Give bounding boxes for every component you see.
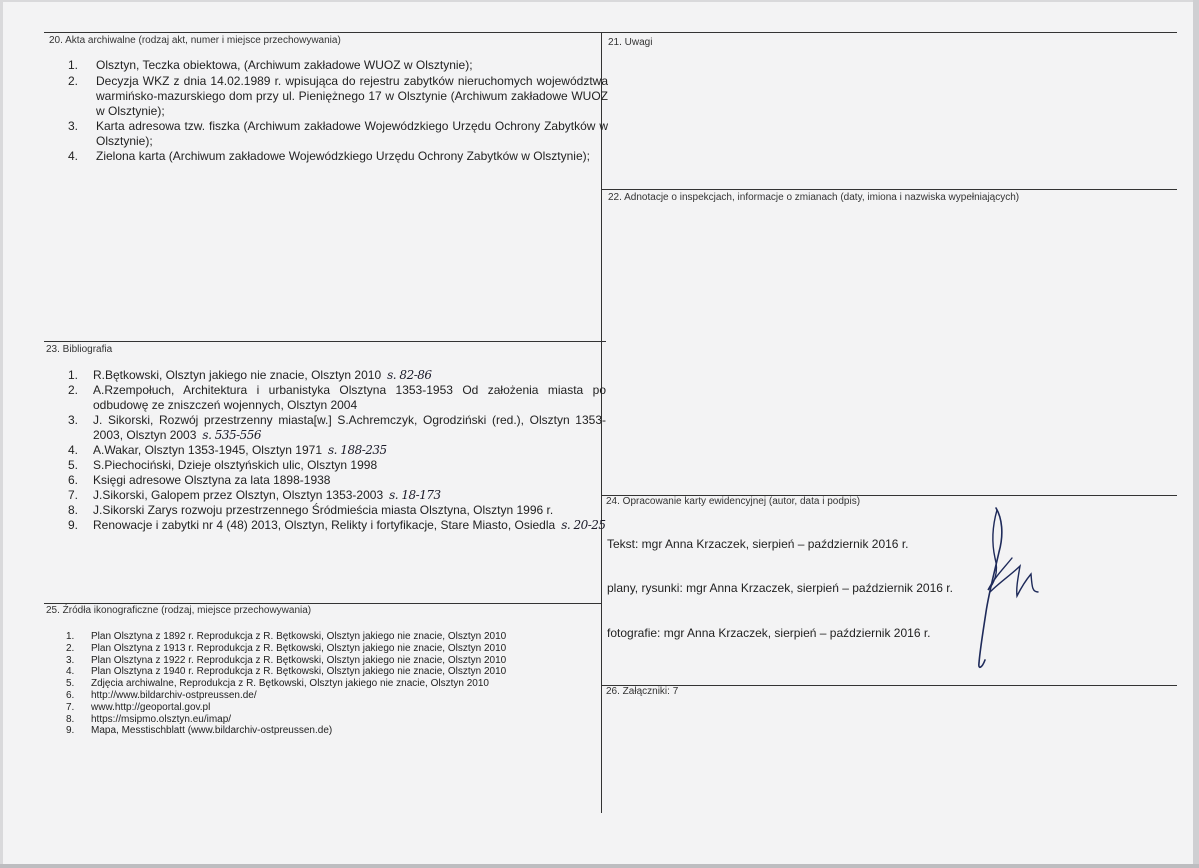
- section-20-title: 20. Akta archiwalne (rodzaj akt, numer i miejsce przechowywania): [49, 35, 341, 46]
- section-21-title: 21. Uwagi: [608, 37, 653, 48]
- section-26-title: 26. Załączniki: 7: [606, 686, 679, 697]
- item-number: 1.: [68, 368, 79, 382]
- item-number: 5.: [66, 678, 75, 690]
- rule-24-26: [601, 685, 1177, 686]
- item-text: A.Wakar, Olsztyn 1353-1945, Olsztyn 1971: [93, 443, 323, 457]
- bibliography-list: [68, 368, 606, 533]
- item-text: Karta adresowa tzw. fiszka (Archiwum zakładowe Wojewódzkiego Urzędu Ochrony Zabytków w Olsztynie);: [96, 119, 608, 148]
- list-item: [68, 473, 606, 488]
- item-text: Mapa, Messtischblatt (www.bildarchiv-ostpreussen.de): [91, 725, 333, 737]
- signature: [968, 500, 1048, 672]
- section-23-title: 23. Bibliografia: [46, 344, 113, 355]
- item-number: 4.: [68, 443, 79, 457]
- list-item: [68, 518, 606, 533]
- list-item: [68, 443, 606, 458]
- section-22-title: 22. Adnotacje o inspekcjach, informacje o zmianach (daty, imiona i nazwiska wypełniających): [608, 192, 1020, 203]
- item-text: Księgi adresowe Olsztyna za lata 1898-1938: [93, 473, 331, 487]
- item-number: 1.: [66, 631, 75, 642]
- item-number: 1.: [68, 58, 79, 72]
- list-item: [66, 678, 596, 690]
- top-rule: [44, 32, 1177, 33]
- credit-text: Tekst: mgr Anna Krzaczek, sierpień – październik 2016 r.: [607, 537, 909, 551]
- item-text: http://www.bildarchiv-ostpreussen.de/: [91, 689, 257, 701]
- item-number: 5.: [68, 458, 79, 472]
- list-item: [68, 368, 606, 383]
- iconographic-sources-list: [66, 631, 596, 737]
- list-item: [66, 631, 596, 643]
- item-number: 9.: [68, 518, 79, 532]
- rule-20-23: [44, 341, 606, 342]
- item-text: Plan Olsztyna z 1913 r. Reprodukcja z R. Bętkowski, Olsztyn jakiego nie znacie, Olsztyn 2010: [91, 642, 507, 654]
- list-item: [68, 488, 606, 503]
- list-item: [68, 58, 608, 73]
- item-number: 8.: [66, 713, 75, 725]
- item-text: J.Sikorski Zarys rozwoju przestrzennego Śródmieścia miasta Olsztyna, Olsztyn 1996 r.: [93, 503, 554, 517]
- list-item: [66, 714, 596, 726]
- list-item: [68, 149, 608, 164]
- item-text: Plan Olsztyna z 1922 r. Reprodukcja z R. Bętkowski, Olsztyn jakiego nie znacie, Olsztyn 2010: [91, 654, 507, 666]
- item-number: 8.: [68, 503, 79, 517]
- item-text: Zielona karta (Archiwum zakładowe Wojewódzkiego Urzędu Ochrony Zabytków w Olsztynie);: [96, 149, 590, 163]
- rule-21-22: [601, 189, 1177, 190]
- credit-drawings: plany, rysunki: mgr Anna Krzaczek, sierpień – październik 2016 r.: [607, 581, 953, 595]
- item-number: 3.: [66, 654, 75, 666]
- item-number: 4.: [66, 666, 75, 678]
- rule-23-25: [44, 603, 602, 604]
- item-text: https://msipmo.olsztyn.eu/imap/: [91, 713, 232, 725]
- item-number: 9.: [66, 725, 75, 737]
- item-text: J. Sikorski, Rozwój przestrzenny miasta[w.] S.Achremczyk, Ogrodziński (red.), Olsztyn 1353-2003, Olsztyn 2003: [93, 413, 606, 442]
- item-number: 2.: [68, 383, 79, 397]
- item-text: S.Piechociński, Dzieje olsztyńskich ulic, Olsztyn 1998: [93, 458, 378, 472]
- list-item: [68, 119, 608, 149]
- scan-edge-bottom: [0, 864, 1199, 868]
- item-text: Plan Olsztyna z 1940 r. Reprodukcja z R. Bętkowski, Olsztyn jakiego nie znacie, Olsztyn 2010: [91, 666, 507, 678]
- item-number: 4.: [68, 149, 79, 163]
- list-item: [68, 383, 606, 413]
- section-25-title: 25. Źródła ikonograficzne (rodzaj, miejsce przechowywania): [46, 605, 312, 616]
- item-number: 6.: [66, 689, 75, 701]
- item-text: Olsztyn, Teczka obiektowa, (Archiwum zakładowe WUOZ w Olsztynie);: [96, 58, 473, 72]
- archival-records-list: [68, 58, 608, 164]
- item-number: 6.: [68, 473, 79, 487]
- list-item: [66, 690, 596, 702]
- item-number: 2.: [68, 74, 79, 88]
- handwritten-page-note: s. 535-556: [202, 428, 262, 442]
- item-text: J.Sikorski, Galopem przez Olsztyn, Olsztyn 1353-2003: [93, 488, 384, 502]
- handwritten-page-note: s. 82-86: [387, 368, 432, 382]
- list-item: [66, 655, 596, 667]
- section-24-title: 24. Opracowanie karty ewidencyjnej (autor, data i podpis): [606, 496, 861, 507]
- item-text: Renowacje i zabytki nr 4 (48) 2013, Olsztyn, Relikty i fortyfikacje, Stare Miasto, Osiedla: [93, 518, 556, 532]
- item-text: Plan Olsztyna z 1892 r. Reprodukcja z R. Bętkowski, Olsztyn jakiego nie znacie, Olsztyn 2010: [91, 631, 507, 642]
- list-item: [66, 666, 596, 678]
- list-item: [66, 725, 596, 737]
- scan-edge-right: [1193, 0, 1199, 868]
- item-number: 3.: [68, 119, 79, 133]
- list-item: [68, 503, 606, 518]
- list-item: [68, 458, 606, 473]
- list-item: [66, 643, 596, 655]
- handwritten-page-note: s. 20-25: [561, 518, 606, 532]
- credit-photos: fotografie: mgr Anna Krzaczek, sierpień – październik 2016 r.: [607, 626, 931, 640]
- item-text: www.http://geoportal.gov.pl: [91, 701, 211, 713]
- handwritten-page-note: s. 188-235: [328, 443, 387, 457]
- item-number: 7.: [68, 488, 79, 502]
- list-item: [68, 413, 606, 443]
- item-text: A.Rzempołuch, Architektura i urbanistyka Olsztyna 1353-1953 Od założenia miasta po odbudowę ze zniszczeń wojennych, Olsztyn 2004: [93, 383, 606, 412]
- handwritten-page-note: s. 18-173: [389, 488, 441, 502]
- item-number: 3.: [68, 413, 79, 427]
- item-text: Zdjęcia archiwalne, Reprodukcja z R. Bętkowski, Olsztyn jakiego nie znacie, Olsztyn 2010: [91, 678, 489, 690]
- item-text: Decyzja WKZ z dnia 14.02.1989 r. wpisująca do rejestru zabytków nieruchomych województwa warmińsko-mazurskiego dom przy ul. Pieniężnego 17 w Olsztynie (Archiwum zakładowe WUOZ w Olsztynie);: [96, 74, 608, 118]
- item-number: 2.: [66, 642, 75, 654]
- list-item: [68, 74, 608, 119]
- item-number: 7.: [66, 701, 75, 713]
- list-item: [66, 702, 596, 714]
- item-text: R.Bętkowski, Olsztyn jakiego nie znacie, Olsztyn 2010: [93, 368, 382, 382]
